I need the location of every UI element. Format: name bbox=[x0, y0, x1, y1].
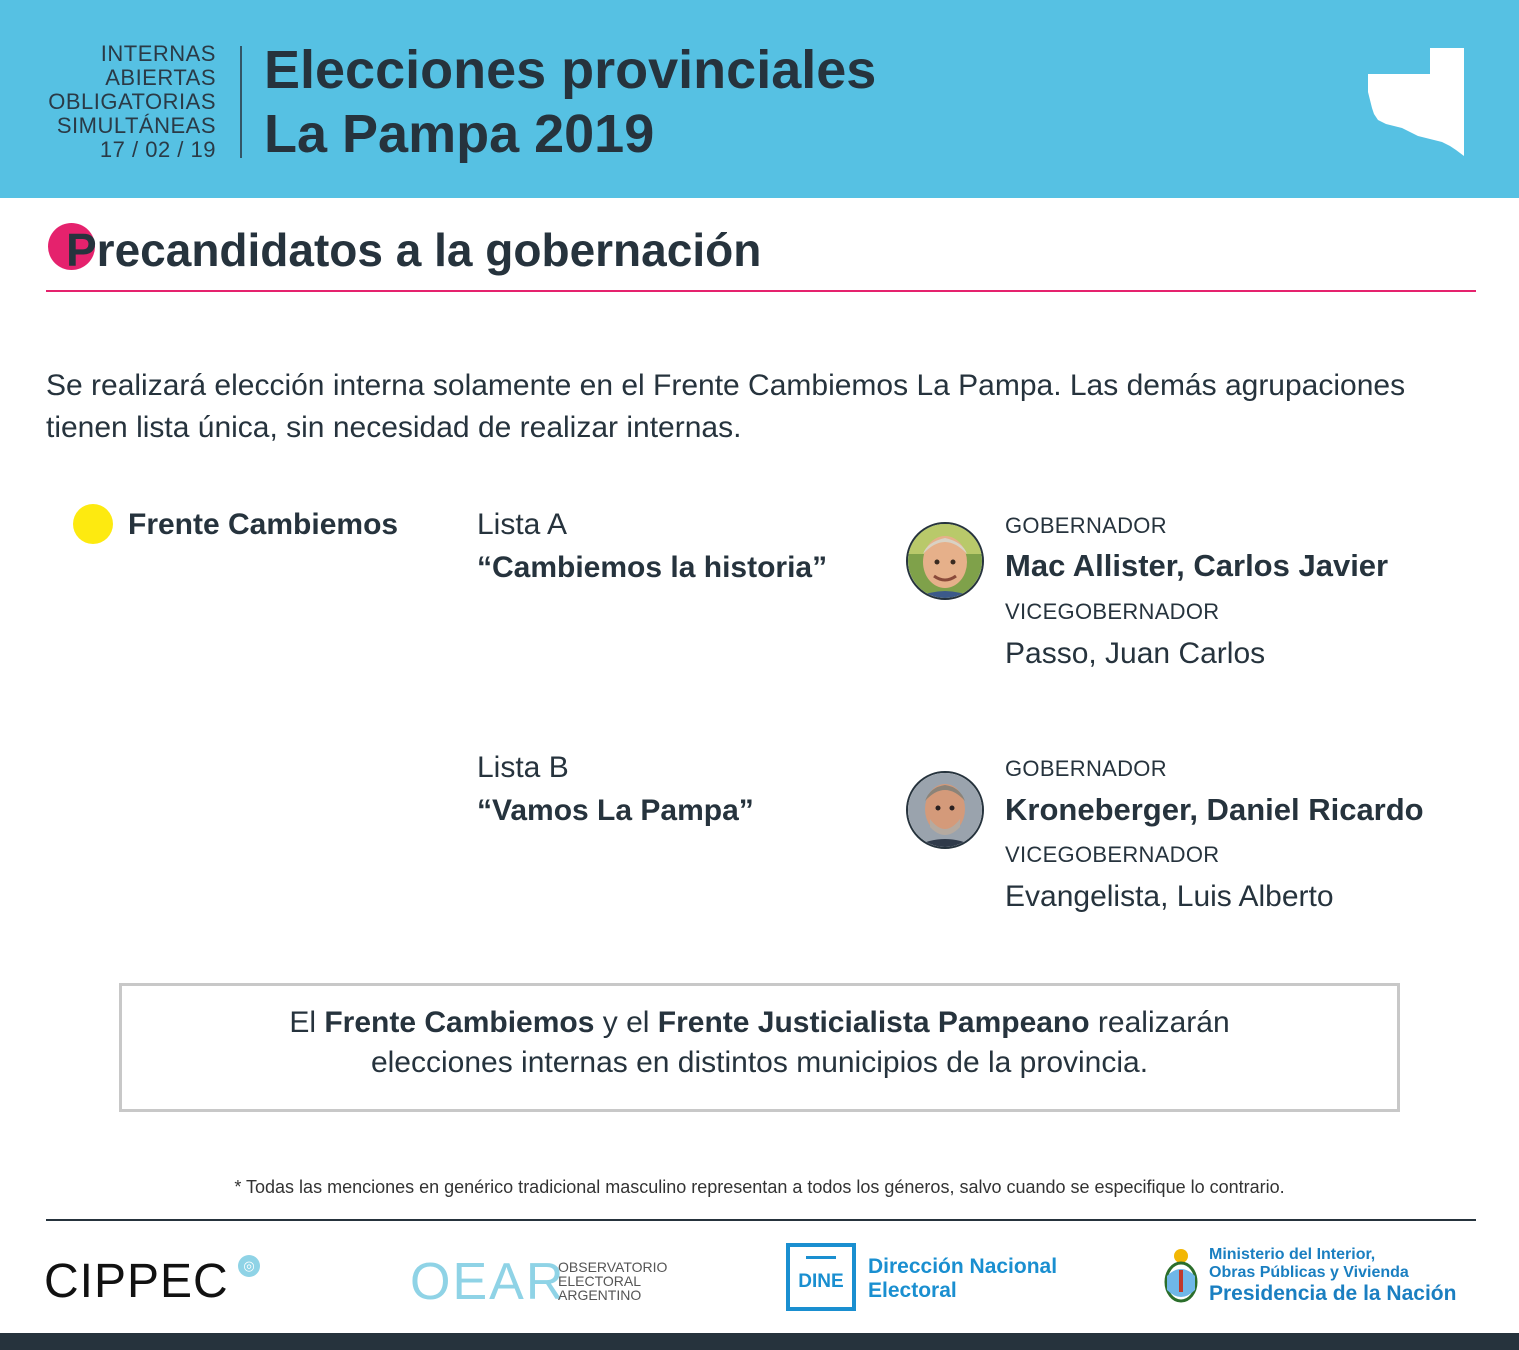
lista-name: “Cambiemos la historia” bbox=[477, 551, 828, 584]
oear-subtitle-line: ARGENTINO bbox=[558, 1287, 642, 1303]
vice-name: Passo, Juan Carlos bbox=[1005, 637, 1266, 670]
oear-logo: OEAR bbox=[410, 1253, 566, 1311]
dine-name-line: Dirección Nacional bbox=[868, 1255, 1058, 1278]
paso-date: 17 / 02 / 19 bbox=[99, 137, 216, 162]
dine-logo bbox=[786, 1243, 856, 1311]
la-pampa-map-icon bbox=[1364, 46, 1468, 158]
lista-label: Lista A bbox=[477, 508, 568, 541]
argentina-coat-of-arms-icon bbox=[1161, 1246, 1201, 1306]
dine-logo-bar bbox=[806, 1256, 836, 1259]
oear-subtitle bbox=[558, 1260, 667, 1302]
dine-logo-text: DINE bbox=[798, 1271, 844, 1292]
dine-name-line: Electoral bbox=[868, 1279, 957, 1302]
role-label-vice: VICEGOBERNADOR bbox=[1005, 599, 1220, 624]
lista-label: Lista B bbox=[477, 751, 569, 784]
party-name: Frente Cambiemos bbox=[128, 508, 399, 541]
info-text: y el bbox=[594, 1006, 658, 1039]
info-party-1: Frente Cambiemos bbox=[324, 1006, 595, 1039]
page-title bbox=[264, 38, 876, 166]
candidate-avatar bbox=[906, 522, 984, 600]
ministerio-line: Obras Públicas y Vivienda bbox=[1209, 1264, 1409, 1281]
ministerio-line: Ministerio del Interior, bbox=[1209, 1246, 1376, 1263]
paso-line: ABIERTAS bbox=[105, 65, 216, 90]
bottom-bar bbox=[0, 1333, 1519, 1350]
ministerio-name bbox=[1209, 1246, 1456, 1306]
paso-label bbox=[20, 42, 216, 162]
section-divider bbox=[46, 290, 1476, 292]
intro-paragraph: Se realizará elección interna solamente en el Frente Cambiemos La Pampa. Las demás agrupaciones tienen lista única, sin necesidad de realizar internas. bbox=[46, 369, 1406, 444]
role-label-governor: GOBERNADOR bbox=[1005, 756, 1167, 781]
page-title-line2: La Pampa 2019 bbox=[264, 104, 655, 164]
info-text: El bbox=[289, 1006, 325, 1039]
lista-name: “Vamos La Pampa” bbox=[477, 794, 754, 827]
paso-line: INTERNAS bbox=[100, 41, 216, 66]
info-box bbox=[119, 983, 1400, 1112]
paso-line: OBLIGATORIAS bbox=[48, 89, 216, 114]
role-label-governor: GOBERNADOR bbox=[1005, 513, 1167, 538]
header-divider bbox=[240, 46, 242, 158]
role-label-vice: VICEGOBERNADOR bbox=[1005, 842, 1220, 867]
cippec-mark-icon: ◎ bbox=[238, 1255, 260, 1277]
candidate-avatar bbox=[906, 771, 984, 849]
header-band bbox=[0, 0, 1519, 198]
page-title-line1: Elecciones provinciales bbox=[264, 40, 877, 100]
section-title: Precandidatos a la gobernación bbox=[66, 224, 762, 276]
governor-name: Kroneberger, Daniel Ricardo bbox=[1005, 792, 1424, 827]
dine-name bbox=[868, 1255, 1057, 1303]
party-color-dot bbox=[73, 504, 113, 544]
info-box-line2: elecciones internas en distintos municipios de la provincia. bbox=[370, 1046, 1149, 1079]
info-box-line1 bbox=[122, 1003, 1397, 1043]
cippec-logo: CIPPEC bbox=[44, 1255, 229, 1308]
presidencia-line: Presidencia de la Nación bbox=[1209, 1282, 1457, 1305]
oear-subtitle-line: OBSERVATORIO bbox=[558, 1259, 668, 1275]
info-text: realizarán bbox=[1089, 1006, 1230, 1039]
oear-subtitle-line: ELECTORAL bbox=[558, 1273, 641, 1289]
paso-line: SIMULTÁNEAS bbox=[56, 113, 216, 138]
footer-divider bbox=[46, 1219, 1476, 1221]
footnote: * Todas las menciones en genérico tradicional masculino representan a todos los géneros, salvo cuando se especifique lo contrario. bbox=[234, 1177, 1285, 1197]
vice-name: Evangelista, Luis Alberto bbox=[1005, 880, 1334, 913]
info-party-2: Frente Justicialista Pampeano bbox=[657, 1006, 1090, 1039]
governor-name: Mac Allister, Carlos Javier bbox=[1005, 548, 1389, 583]
